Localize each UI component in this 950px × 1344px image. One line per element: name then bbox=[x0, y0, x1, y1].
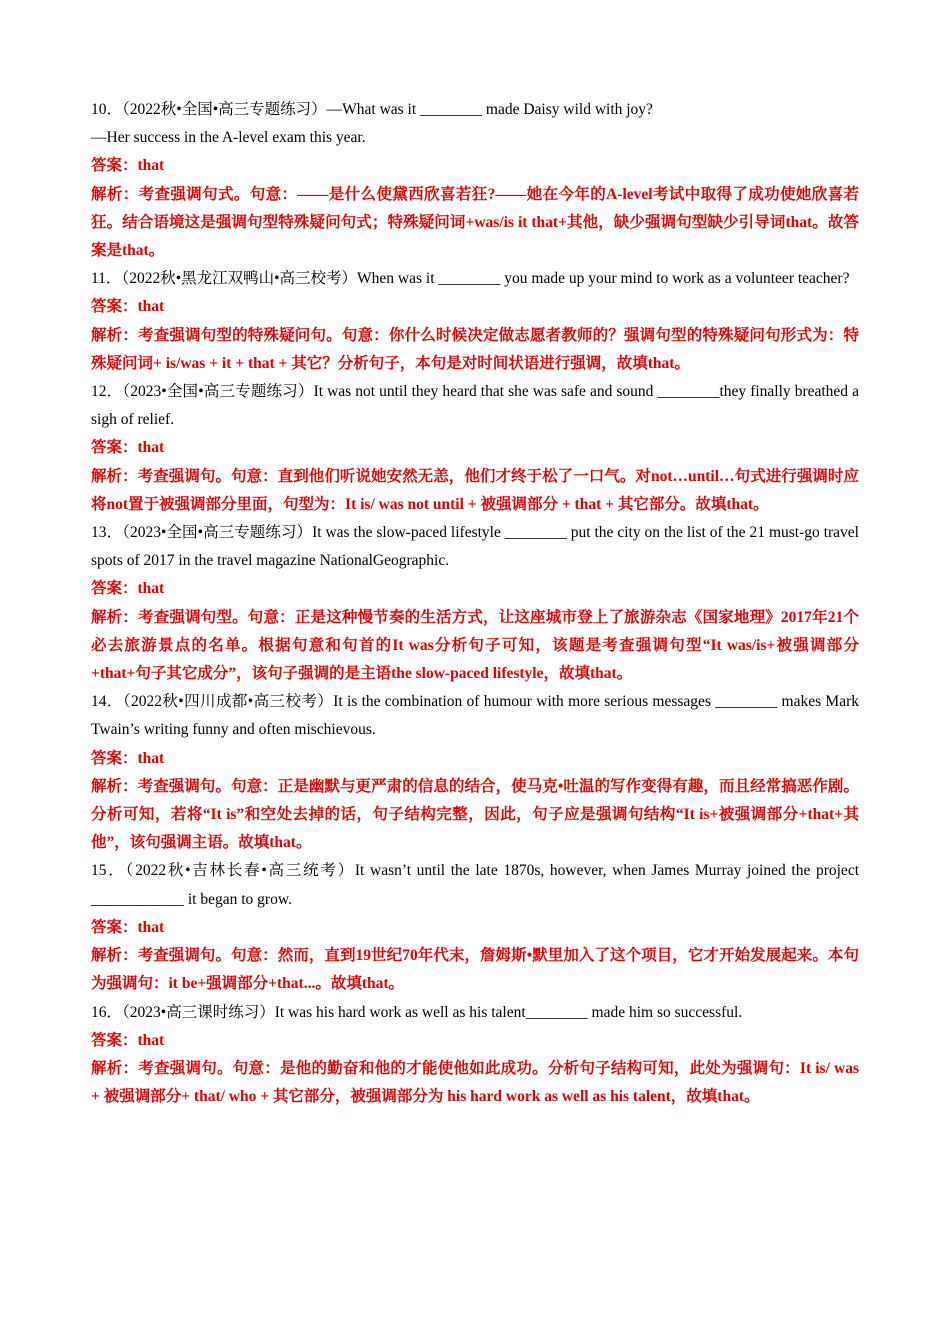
answer-14 bbox=[91, 745, 859, 773]
question-text: —What was it ________ made Daisy wild with joy? bbox=[326, 101, 653, 118]
question-number: 12． bbox=[91, 383, 123, 401]
answer-10 bbox=[91, 152, 859, 180]
analysis-text: 考查强调句型。句意：正是这种慢节奏的生活方式，让这座城市登上了旅游杂志《国家地理》2017年21个必去旅游景点的名单。根据句意和句首的It was分析句子可知，该题是考查强调句型“It was/is+被强调部分+that+句子其它成分”，该句子强调的是主语the slow-paced lifestyle，故填that。 bbox=[91, 608, 859, 683]
question-10-stem bbox=[91, 96, 859, 124]
analysis-text: 考查强调句。句意：然而，直到19世纪70年代末，詹姆斯•默里加入了这个项目，它才开始发展起来。本句为强调句：it be+强调部分+that...。故填that。 bbox=[91, 947, 859, 993]
question-text: It wasn’t until the late 1870s, however, when James Murray joined the project ____________ it began to grow. bbox=[91, 862, 859, 908]
answer-value: that bbox=[137, 918, 165, 936]
question-text: It is the combination of humour with more serious messages ________ makes Mark Twain’s writing funny and often mischievous. bbox=[91, 693, 859, 739]
analysis-15 bbox=[91, 942, 859, 998]
analysis-text: 考查强调句式。句意：——是什么使黛西欣喜若狂?——她在今年的A-level考试中取得了成功使她欣喜若狂。结合语境这是强调句型特殊疑问句式；特殊疑问词+was/is it that+其他，缺少强调句型缺少引导词that。故答案是that。 bbox=[91, 185, 859, 260]
question-11-stem bbox=[91, 265, 859, 293]
question-13 bbox=[91, 519, 859, 688]
analysis-label: 解析： bbox=[91, 608, 139, 626]
answer-label: 答案： bbox=[91, 439, 138, 457]
question-number: 11． bbox=[91, 270, 122, 288]
question-11 bbox=[91, 265, 859, 378]
analysis-11 bbox=[91, 322, 859, 378]
question-text: It was his hard work as well as his talent________ made him so successful. bbox=[274, 1003, 743, 1021]
question-source: （2023•全国•高三专题练习） bbox=[122, 383, 314, 401]
answer-label: 答案： bbox=[91, 580, 138, 598]
answer-value: that bbox=[137, 157, 165, 175]
answer-value: that bbox=[137, 439, 165, 457]
question-number: 10． bbox=[91, 101, 123, 118]
question-source: （2023•全国•高三专题练习） bbox=[122, 524, 313, 542]
question-number: 13． bbox=[91, 524, 123, 542]
question-number: 15． bbox=[91, 862, 126, 880]
question-14-stem bbox=[91, 688, 859, 744]
analysis-13 bbox=[91, 604, 859, 689]
question-15-stem bbox=[91, 857, 859, 913]
document-page bbox=[91, 96, 859, 1111]
analysis-text: 考查强调句型的特殊疑问句。句意：你什么时候决定做志愿者教师的？强调句型的特殊疑问句形式为：特殊疑问词+ is/was + it + that + 其它？分析句子，本句是对时间状语进行强调，故填that。 bbox=[91, 326, 859, 372]
analysis-text: 考查强调句。句意：直到他们听说她安然无恙，他们才终于松了一口气。对not…until…句式进行强调时应将not置于被强调部分里面，句型为：It is/ was not until + 被强调部分 + that + 其它部分。故填that。 bbox=[91, 467, 859, 513]
answer-value: that bbox=[137, 580, 165, 598]
question-source: （2022秋•吉林长春•高三统考） bbox=[125, 862, 355, 880]
answer-value: that bbox=[137, 749, 165, 767]
question-source: （2022秋•全国•高三专题练习） bbox=[122, 101, 327, 118]
question-15 bbox=[91, 857, 859, 998]
answer-label: 答案： bbox=[91, 918, 138, 936]
analysis-label: 解析： bbox=[91, 1059, 139, 1077]
answer-13 bbox=[91, 575, 859, 603]
question-12-stem bbox=[91, 378, 859, 434]
answer-15 bbox=[91, 914, 859, 942]
question-12 bbox=[91, 378, 859, 519]
question-text: When was it ________ you made up your mind to work as a volunteer teacher? bbox=[357, 270, 850, 288]
question-number: 16． bbox=[91, 1003, 123, 1021]
answer-value: that bbox=[137, 298, 165, 316]
question-source: （2022秋•黑龙江双鸭山•高三校考） bbox=[121, 270, 358, 288]
answer-11 bbox=[91, 293, 859, 321]
analysis-text: 考查强调句。句意：正是幽默与更严肃的信息的结合，使马克•吐温的写作变得有趣，而且经常搞恶作剧。分析可知，若将“It is”和空处去掉的话，句子结构完整，因此，句子应是强调句结构“It is+被强调部分+that+其他”，该句强调主语。故填that。 bbox=[91, 777, 859, 852]
answer-value: that bbox=[137, 1031, 165, 1049]
question-14 bbox=[91, 688, 859, 857]
question-source: （2022秋•四川成都•高三校考） bbox=[122, 693, 334, 711]
question-16 bbox=[91, 999, 859, 1112]
analysis-12 bbox=[91, 463, 859, 519]
analysis-label: 解析： bbox=[91, 777, 138, 795]
question-text: It was not until they heard that she was safe and sound ________they finally breathed a sigh of relief. bbox=[91, 383, 859, 429]
question-16-stem bbox=[91, 999, 859, 1027]
answer-label: 答案： bbox=[91, 157, 138, 175]
analysis-label: 解析： bbox=[91, 467, 138, 485]
answer-16 bbox=[91, 1027, 859, 1055]
question-number: 14． bbox=[91, 693, 123, 711]
question-10-reply: —Her success in the A-level exam this year. bbox=[91, 129, 366, 147]
answer-12 bbox=[91, 434, 859, 462]
answer-label: 答案： bbox=[91, 298, 138, 316]
analysis-label: 解析： bbox=[91, 185, 139, 203]
answer-label: 答案： bbox=[91, 749, 138, 767]
question-13-stem bbox=[91, 519, 859, 575]
analysis-label: 解析： bbox=[91, 326, 139, 344]
answer-label: 答案： bbox=[91, 1031, 138, 1049]
question-10 bbox=[91, 96, 859, 265]
analysis-10 bbox=[91, 181, 859, 266]
question-text: It was the slow-paced lifestyle ________ put the city on the list of the 21 must-go travel spots of 2017 in the travel magazine NationalGeographic. bbox=[91, 524, 859, 570]
question-source: （2023•高三课时练习） bbox=[122, 1003, 275, 1021]
analysis-text: 考查强调句。句意：是他的勤奋和他的才能使他如此成功。分析句子结构可知，此处为强调句：It is/ was + 被强调部分+ that/ who + 其它部分，被强调部分为 his hard work as well as his talent，故填that。 bbox=[91, 1059, 859, 1106]
analysis-14 bbox=[91, 773, 859, 858]
analysis-16 bbox=[91, 1055, 859, 1111]
analysis-label: 解析： bbox=[91, 947, 138, 965]
